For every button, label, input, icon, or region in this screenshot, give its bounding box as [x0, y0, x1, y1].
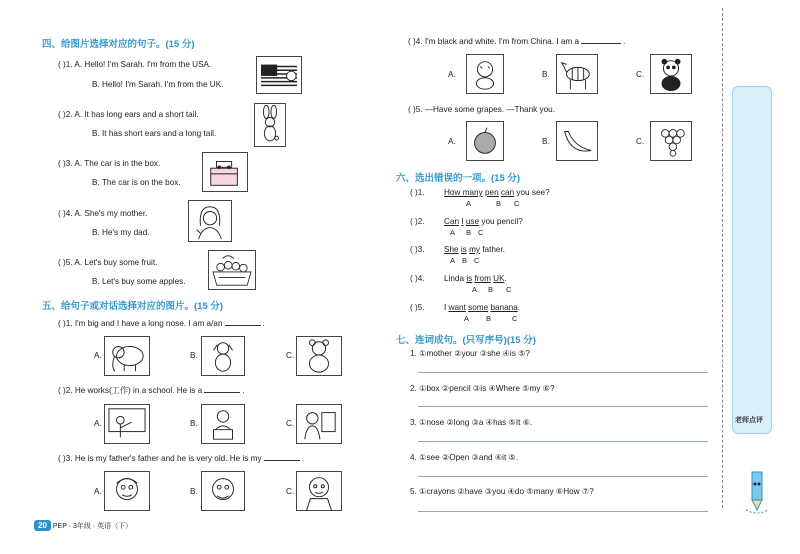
sec5-q2-label-c: C.: [286, 419, 295, 428]
banana-icon: [556, 121, 598, 161]
answer-blank[interactable]: [264, 453, 300, 461]
sec5-item-3: ( )3. He is my father's father and he is very old. He is my .: [58, 454, 304, 463]
sec7-item-1: 1. ①mother ②your ③she ④is ⑤?: [410, 349, 530, 358]
sec5-q3-label-c: C.: [286, 487, 295, 496]
dog-icon: [201, 336, 245, 376]
answer-blank[interactable]: [204, 385, 240, 393]
answer-line[interactable]: [418, 372, 708, 373]
sec4-item-2-a: ( )2. A. It has long ears and a short tail.: [58, 110, 199, 119]
student-icon: [201, 404, 245, 444]
sec4-item-3-b: B. The car is on the box.: [92, 178, 181, 187]
apple-icon: [466, 121, 504, 161]
sec4-item-1-a: ( )1. A. Hello! I'm Sarah. I'm from the USA.: [58, 60, 212, 69]
right-q5: ( )5. —Have some grapes. —Thank you.: [408, 105, 555, 114]
right-q5-label-c: C.: [636, 137, 645, 146]
binding-line: [722, 8, 723, 508]
footer-text: PEP · 3年级 · 英语（下）: [52, 523, 133, 530]
sec5-item-2: ( )2. He works(工作) in a school. He is a .: [58, 386, 245, 395]
section-5-title: 五、给句子或对话选择对应的图片。(15 分): [42, 301, 224, 312]
answer-line[interactable]: [418, 441, 708, 442]
sec7-item-3: 3. ①nose ②long ③a ④has ⑤It ⑥.: [410, 418, 533, 427]
sec4-item-5-b: B. Let's buy some apples.: [92, 277, 186, 286]
sec4-item-1-b: B. Hello! I'm Sarah. I'm from the UK.: [92, 80, 224, 89]
panda-icon: [650, 54, 692, 94]
sec4-item-2-b: B. It has short ears and a long tail.: [92, 129, 217, 138]
sec4-item-3-a: ( )3. A. The car is in the box.: [58, 159, 161, 168]
section-7-title: 七、连词成句。(只写序号)(15 分): [396, 335, 536, 346]
mother-icon: [188, 200, 232, 242]
teacher-comment-box[interactable]: [732, 86, 772, 434]
old-man-icon: [201, 471, 245, 511]
sec5-q2-label-a: A.: [94, 419, 102, 428]
right-q4-label-c: C.: [636, 70, 645, 79]
page-number: 20: [34, 520, 51, 531]
fruit-basket-icon: [208, 250, 256, 290]
usa-flag-icon: [256, 56, 302, 94]
grapes-icon: [650, 121, 692, 161]
sec5-q1-label-b: B.: [190, 351, 198, 360]
rabbit-icon: [254, 103, 286, 147]
sec5-q3-label-b: B.: [190, 487, 198, 496]
sec5-q2-label-b: B.: [190, 419, 198, 428]
sec5-item-1: ( )1. I'm big and I have a long nose. I am a/an .: [58, 319, 265, 328]
sec4-item-5-a: ( )5. A. Let's buy some fruit.: [58, 258, 158, 267]
elephant-icon: [104, 336, 150, 376]
teacher-icon: [104, 404, 150, 444]
sec5-q3-label-a: A.: [94, 487, 102, 496]
answer-line[interactable]: [418, 476, 708, 477]
answer-line[interactable]: [418, 406, 708, 407]
answer-blank[interactable]: [225, 318, 261, 326]
sec4-item-4-b: B. He's my dad.: [92, 228, 150, 237]
sec4-item-4-a: ( )4. A. She's my mother.: [58, 209, 148, 218]
right-q4-label-a: A.: [448, 70, 456, 79]
sec7-item-4: 4. ①see ②Open ③and ④it ⑤.: [410, 453, 519, 462]
section-4-title: 四、给图片选择对应的句子。(15 分): [42, 39, 195, 50]
chef-icon: [296, 404, 342, 444]
sec7-item-2: 2. ①box ②pencil ③is ④Where ⑤my ⑥?: [410, 384, 555, 393]
section-6-title: 六、选出错误的一项。(15 分): [396, 173, 521, 184]
right-q4: ( )4. I'm black and white. I'm from China. I am a .: [408, 37, 626, 46]
sec5-q1-label-c: C.: [286, 351, 295, 360]
zebra-icon: [556, 54, 598, 94]
right-q5-label-a: A.: [448, 137, 456, 146]
right-q5-label-b: B.: [542, 137, 550, 146]
bear-icon: [296, 336, 342, 376]
teacher-comment-label: 老师点评: [735, 417, 763, 424]
grandfather-icon: [104, 471, 150, 511]
tiger-icon: [466, 54, 504, 94]
answer-blank[interactable]: [581, 36, 621, 44]
sec5-q1-label-a: A.: [94, 351, 102, 360]
car-on-box-icon: [202, 152, 248, 192]
page-footer: [34, 520, 132, 531]
sec7-item-5: 5. ①crayons ②have ③you ④do ⑤many ⑥How ⑦?: [410, 487, 594, 496]
pencil-mascot-icon: [742, 470, 772, 514]
father-icon: [296, 471, 342, 511]
answer-line[interactable]: [418, 511, 708, 512]
right-q4-label-b: B.: [542, 70, 550, 79]
